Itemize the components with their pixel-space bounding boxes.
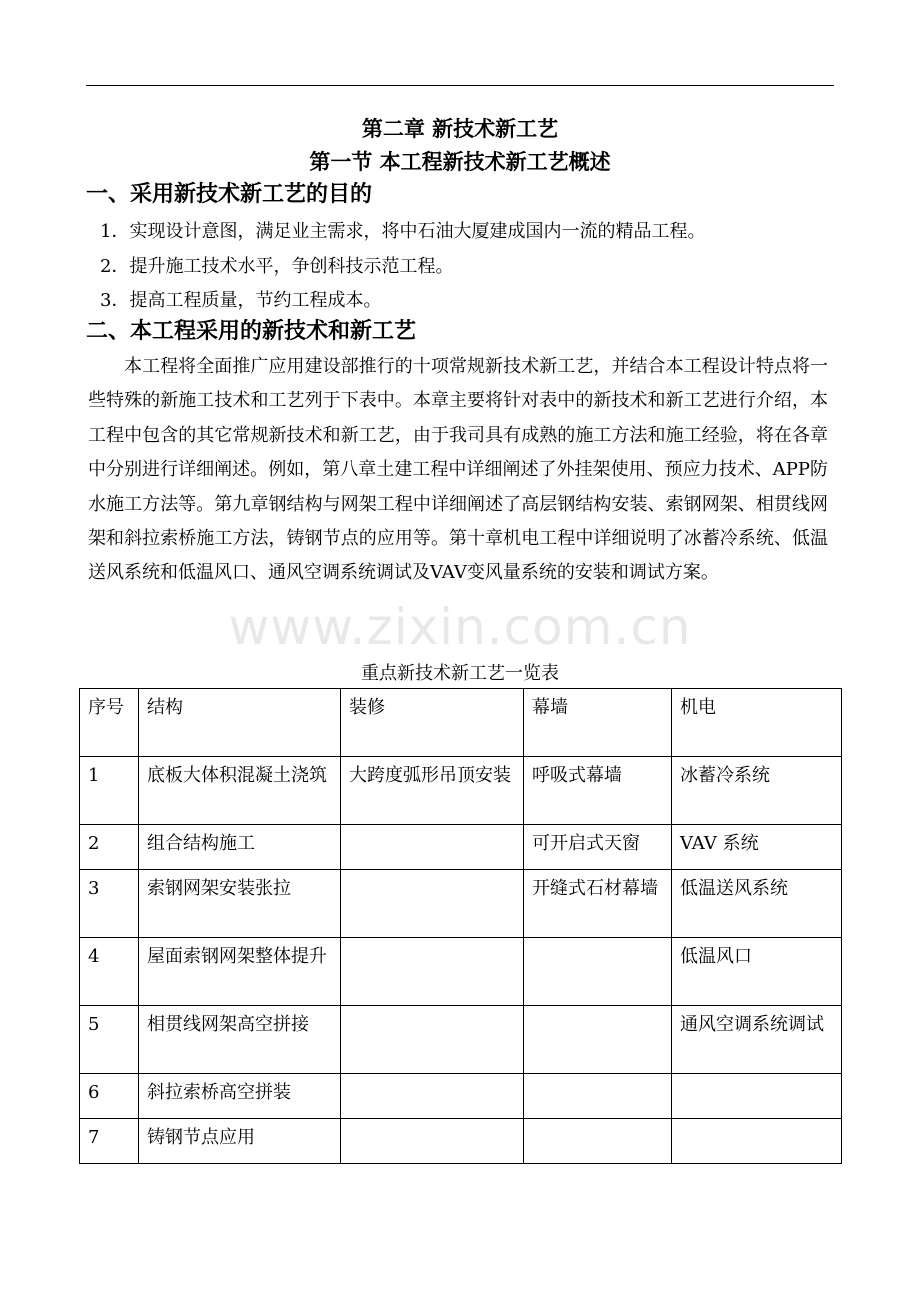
body-paragraph: 本工程将全面推广应用建设部推行的十项常规新技术新工艺，并结合本工程设计特点将一些特殊的新施工技术和工艺列于下表中。本章主要将针对表中的新技术和新工艺进行介绍，本工程中包含的其它常规新技术和新工艺，由于我司具有成熟的施工方法和施工经验，将在各章中分别进行详细阐述。例如，第八章土建工程中详细阐述了外挂架使用、预应力技术、APP防水施工方法等。第九章钢结构与网架工程中详细阐述了高层钢结构安装、索钢网架、相贯线网架和斜拉索桥施工方法，铸钢节点的应用等。第十章机电工程中详细说明了冰蓄冷系统、低温送风系统和低温风口、通风空调系统调试及VAV变风量系统的安装和调试方案。 (88, 356, 828, 584)
table-cell: 1 (80, 757, 139, 825)
table-cell: 可开启式天窗 (524, 825, 672, 870)
table-cell (672, 1119, 842, 1164)
header-cell-no: 序号 (80, 689, 139, 757)
table-cell (341, 825, 524, 870)
table-cell: 4 (80, 938, 139, 1006)
chapter-title: 第二章 新技术新工艺 (361, 117, 559, 141)
table-cell: 开缝式石材幕墙 (524, 870, 672, 938)
table-cell: 索钢网架安装张拉 (139, 870, 341, 938)
table-cell: 2 (80, 825, 139, 870)
header-cell-curtain-wall: 幕墙 (524, 689, 672, 757)
table-cell: 6 (80, 1074, 139, 1119)
goal-item-3: 3．提高工程质量，节约工程成本。 (100, 290, 382, 311)
header-cell-decoration: 装修 (341, 689, 524, 757)
heading-goals: 一、采用新技术新工艺的目的 (86, 182, 373, 207)
table-cell: 铸钢节点应用 (139, 1119, 341, 1164)
table-cell: 斜拉索桥高空拼装 (139, 1074, 341, 1119)
table-cell: 屋面索钢网架整体提升 (139, 938, 341, 1006)
table-cell (524, 1006, 672, 1074)
table-cell: 底板大体积混凝土浇筑 (139, 757, 341, 825)
table-row (80, 757, 842, 825)
table-cell (524, 938, 672, 1006)
table-caption: 重点新技术新工艺一览表 (361, 663, 559, 684)
table-cell (341, 1006, 524, 1074)
table-cell (341, 1119, 524, 1164)
table-cell: 相贯线网架高空拼接 (139, 1006, 341, 1074)
table-cell (341, 938, 524, 1006)
table-cell (524, 1074, 672, 1119)
section-title: 第一节 本工程新技术新工艺概述 (309, 150, 611, 174)
goal-item-2: 2．提升施工技术水平，争创科技示范工程。 (100, 256, 454, 277)
goal-item-1: 1．实现设计意图，满足业主需求，将中石油大厦建成国内一流的精品工程。 (100, 221, 706, 242)
table-cell: 通风空调系统调试 (672, 1006, 842, 1074)
table-cell (672, 1074, 842, 1119)
table-cell (341, 1074, 524, 1119)
table-row (80, 1006, 842, 1074)
table-row (80, 825, 842, 870)
table-cell (341, 870, 524, 938)
header-cell-structure: 结构 (139, 689, 341, 757)
table-cell: 3 (80, 870, 139, 938)
table-cell: VAV 系统 (672, 825, 842, 870)
table-cell: 组合结构施工 (139, 825, 341, 870)
table-cell: 低温风口 (672, 938, 842, 1006)
table-row (80, 1119, 842, 1164)
header-rule (86, 85, 834, 86)
table-cell: 冰蓄冷系统 (672, 757, 842, 825)
table-row (80, 938, 842, 1006)
table-row (80, 870, 842, 938)
table-cell: 低温送风系统 (672, 870, 842, 938)
heading-tech: 二、本工程采用的新技术和新工艺 (86, 319, 417, 344)
table-cell: 呼吸式幕墙 (524, 757, 672, 825)
table-cell: 大跨度弧形吊顶安装 (341, 757, 524, 825)
watermark-text: www.zixin.com.cn (228, 598, 692, 656)
table-header-row (80, 689, 842, 757)
table-cell: 7 (80, 1119, 139, 1164)
table-cell (524, 1119, 672, 1164)
table-cell: 5 (80, 1006, 139, 1074)
header-cell-mep: 机电 (672, 689, 842, 757)
table-row (80, 1074, 842, 1119)
tech-table (79, 688, 842, 1164)
